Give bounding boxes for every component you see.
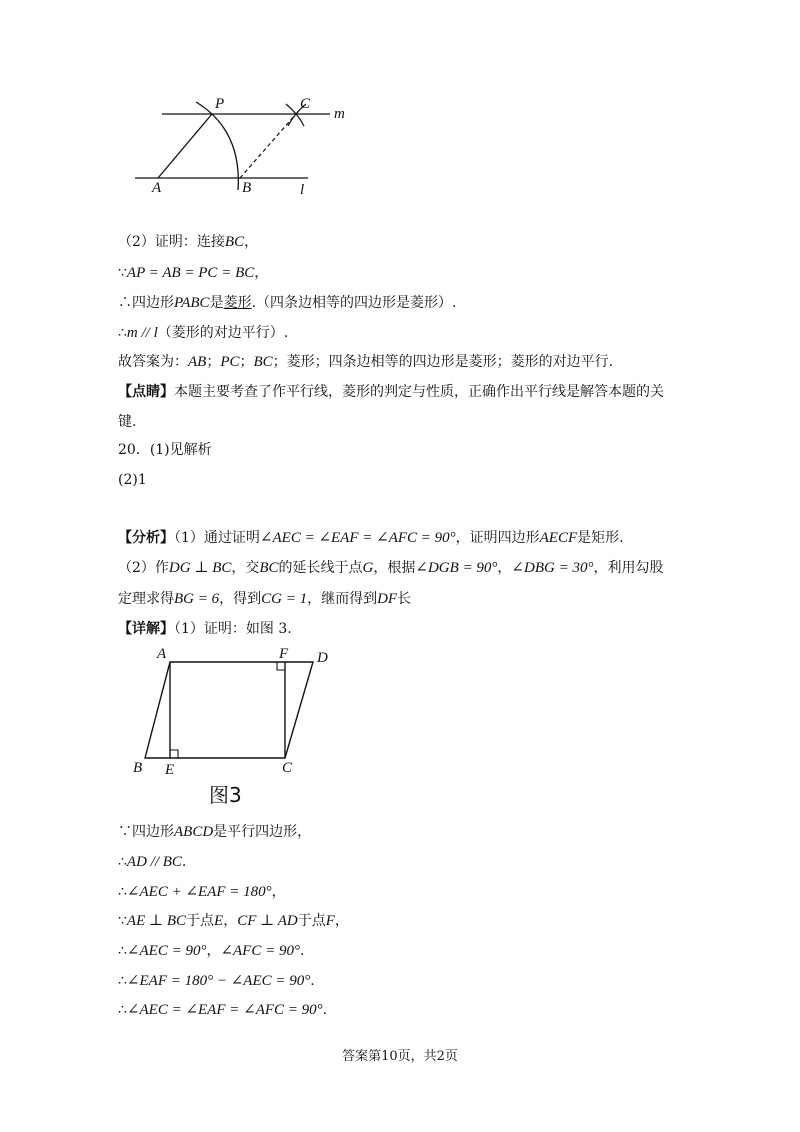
proof-line5: ∴∠AEC = 90°，∠AFC = 90°. <box>118 943 305 959</box>
label-f3: F <box>279 646 289 662</box>
label-c3: C <box>282 760 293 776</box>
parallelogram-figure <box>125 640 345 815</box>
label-b3: B <box>133 760 143 776</box>
analysis-line2: （2）作DG ⊥ BC，交BC的延长线于点G，根据∠DGB = 90°，∠DBG = 30°，利用勾股 <box>118 560 664 576</box>
proof-line1: ∵四边形ABCD是平行四边形， <box>118 824 312 840</box>
label-b: B <box>242 180 252 196</box>
part2-line2: ∵AP = AB = PC = BC， <box>118 265 269 281</box>
comment-line1: 【点睛】本题主要考查了作平行线，菱形的判定与性质，正确作出平行线是解答本题的关 <box>118 384 664 400</box>
proof-line3: ∴∠AEC + ∠EAF = 180°， <box>118 884 286 900</box>
label-e3: E <box>165 762 175 778</box>
question-20-part2: (2)1 <box>118 472 147 488</box>
proof-line2: ∴AD // BC. <box>118 854 187 870</box>
analysis-line3: 定理求得BG = 6，得到CG = 1，继而得到DF长 <box>118 591 412 607</box>
proof-line6: ∴∠EAF = 180° − ∠AEC = 90°. <box>118 973 315 989</box>
construction-figure <box>130 90 370 200</box>
detail-line: 【详解】（1）证明：如图 3. <box>118 621 292 637</box>
label-p: P <box>215 96 225 112</box>
label-d3: D <box>317 650 328 666</box>
right-angle-mark-f <box>277 662 285 670</box>
right-angle-mark-e <box>170 750 178 758</box>
comment-line2: 键. <box>118 414 137 430</box>
part2-line3: ∴四边形PABC是菱形.（四条边相等的四边形是菱形）. <box>118 295 457 311</box>
label-a3: A <box>157 646 167 662</box>
part2-line1: （2）证明：连接BC， <box>118 234 259 250</box>
proof-line4: ∵AE ⊥ BC于点E，CF ⊥ AD于点F， <box>118 913 349 929</box>
label-m: m <box>334 106 345 122</box>
label-c: C <box>300 96 311 112</box>
segment-ap <box>158 114 212 178</box>
part2-line4: ∴m // l（菱形的对边平行）. <box>118 325 289 341</box>
question-20-part1: 20．(1)见解析 <box>118 442 212 458</box>
analysis-line1: 【分析】（1）通过证明∠AEC = ∠EAF = ∠AFC = 90°，证明四边形AECF是矩形. <box>118 530 624 546</box>
label-a: A <box>152 180 162 196</box>
answer-line: 故答案为：AB；PC；BC；菱形；四条边相等的四边形是菱形；菱形的对边平行. <box>118 354 614 370</box>
arc-through-p-b <box>196 102 238 190</box>
figure-caption: 图3 <box>209 783 242 807</box>
dashed-bc <box>240 114 296 178</box>
proof-line7: ∴∠AEC = ∠EAF = ∠AFC = 90°. <box>118 1002 328 1018</box>
page-footer: 答案第10页，共2页 <box>342 1049 458 1064</box>
label-l: l <box>300 182 305 198</box>
